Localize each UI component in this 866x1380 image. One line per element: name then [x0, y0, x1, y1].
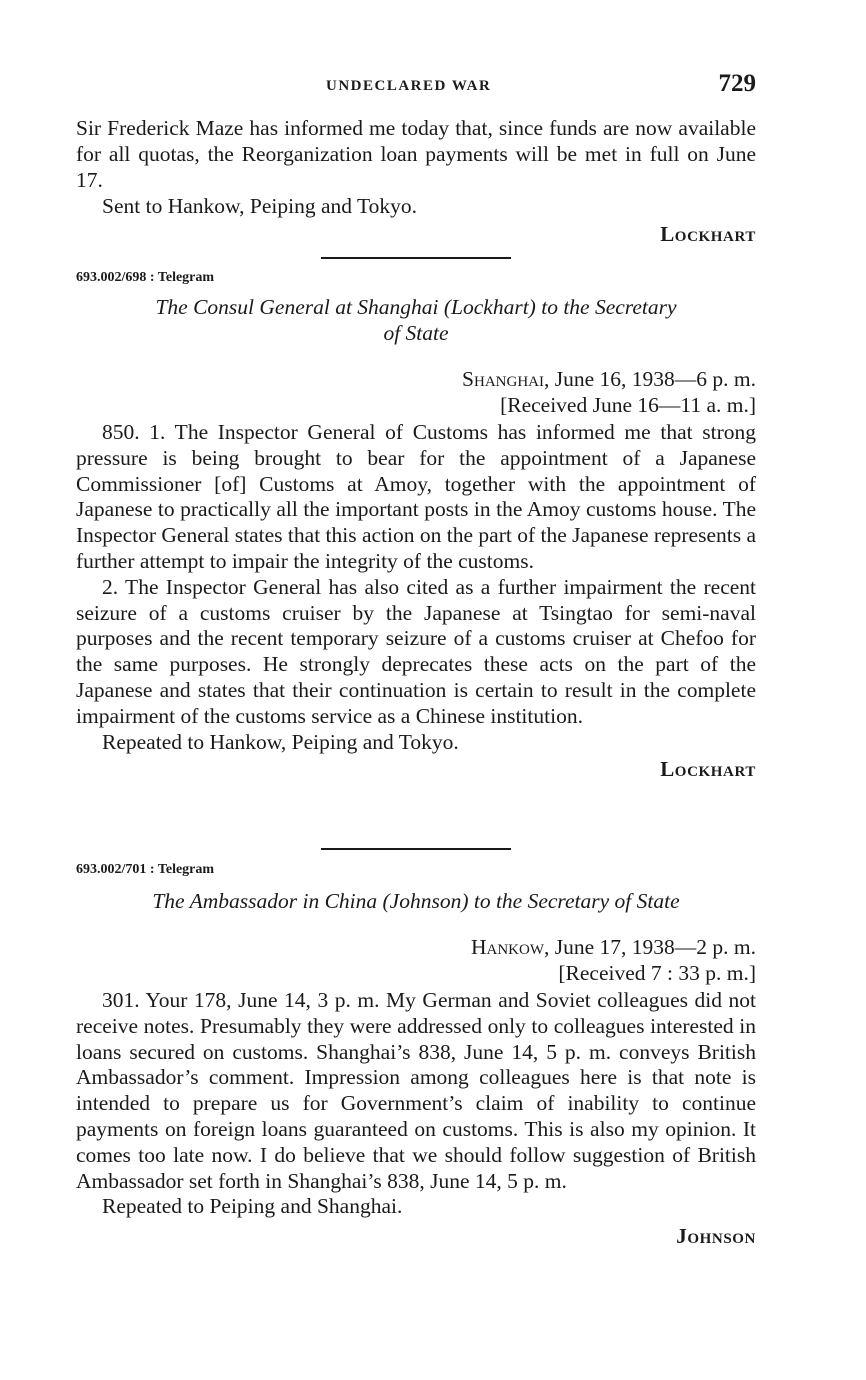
paragraph-maze: Sir Frederick Maze has informed me today that, since funds are now available for all quotas, the Reorganization loan payments will be met in full on June 17.: [76, 116, 756, 192]
paragraph-301: 301. Your 178, June 14, 3 p. m. My German and Soviet colleagues did not receive notes. Presumably they were addressed only to colleagues interested in loans secured on customs. Shanghai’s 838, June 14, 5 p. m. conveys British Ambassador’s comment. Impression among colleagues here is that note is intended to prepare us for Government’s claim of inability to continue payments on foreign loans guaranteed on customs. This is also my opinion. It comes too late now. I do believe that we should follow suggestion of British Ambassador set forth in Shanghai’s 838, June 14, 5 p. m.: [76, 988, 756, 1193]
received-line: [Received June 16—11 a. m.]: [500, 393, 756, 417]
section-hankow-telegram: [76, 862, 756, 1249]
document-title-line1: The Consul General at Shanghai (Lockhart) to the Secretary: [155, 295, 677, 319]
document-title-line2: of State: [383, 321, 449, 345]
file-reference-701: 693.002/701 : Telegram: [76, 862, 215, 877]
divider-1: [76, 257, 756, 259]
signature-lockhart-1: Lockhart: [660, 222, 756, 247]
signature-johnson: Johnson: [676, 1224, 756, 1249]
paragraph-850-1: 850. 1. The Inspector General of Customs has informed me that strong pressure is being brought to bear for the appointment of a Japanese Commissioner [of] Customs at Amoy, together with the appointment of Japanese to practically all the important posts in the Amoy customs house. The Inspector General states that this action on the part of the Japanese represents a further attempt to impair the integrity of the customs.: [76, 420, 756, 573]
repeated-line: Repeated to Peiping and Shanghai.: [102, 1194, 403, 1219]
page-number: 729: [718, 70, 756, 97]
repeated-line: Repeated to Hankow, Peiping and Tokyo.: [102, 729, 459, 754]
file-reference-698: 693.002/698 : Telegram: [76, 270, 215, 285]
sent-to-line: Sent to Hankow, Peiping and Tokyo.: [102, 194, 418, 219]
running-title: UNDECLARED WAR: [326, 78, 492, 94]
section-rule-2: [321, 848, 511, 850]
dateline-date: June 16, 1938—6 p. m.: [549, 367, 756, 391]
dateline-place: Shanghai,: [462, 367, 550, 391]
section-shanghai-telegram: [76, 270, 756, 782]
running-head: [76, 68, 756, 108]
dateline-hankow: [76, 934, 756, 960]
divider-2: [76, 848, 756, 850]
signature-lockhart-2: Lockhart: [660, 757, 756, 782]
section-rule-1: [321, 257, 511, 259]
dateline-shanghai: [76, 366, 756, 392]
received-line: [Received 7 : 33 p. m.]: [558, 961, 756, 985]
document-title: The Ambassador in China (Johnson) to the Secretary of State: [152, 889, 680, 913]
paragraph-850-2: 2. The Inspector General has also cited as a further impairment the recent seizure of a customs cruiser by the Japanese at Tsingtao for semi-naval purposes and the recent temporary seizure of a customs cruiser at Chefoo for the same purposes. He strongly deprecates these acts on the part of the Japanese and states that their continuation is certain to result in the complete impairment of the customs service as a Chinese institution.: [76, 574, 756, 728]
section-maze-payments: [76, 116, 756, 247]
dateline-place: Hankow,: [470, 935, 550, 959]
dateline-date: June 17, 1938—2 p. m.: [549, 935, 756, 959]
